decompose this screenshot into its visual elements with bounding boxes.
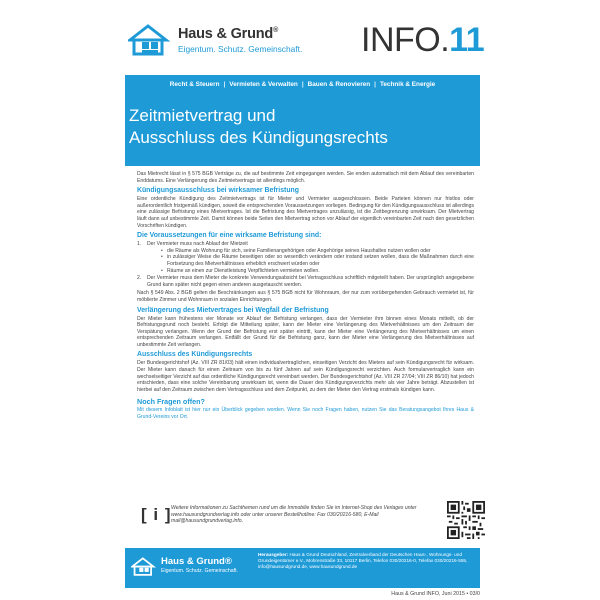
category-separator: | [374,81,376,88]
questions-heading: Noch Fragen offen? [137,397,205,407]
info-sheet [125,13,485,597]
category-vermieten-verwalten: Vermieten & Verwalten [229,81,298,88]
brand-name: Haus & Grund® [178,26,279,42]
info-bracket-icon: [ i ] [141,505,172,524]
section-text-kuendigungsausschluss: Eine ordentliche Kündigung des Zeitmietvertrags ist für Mieter und Vermieter ausgeschlossen. Beide Parteien können nur fristlos oder außerordentlich fristgemäß kündigen, soweit die entsprechenden Voraussetzungen vorliegen. Bedingung für den Kündigungsausschluss ist allerdings eine zulässige Befristung eines Mietvertrages. Ist die Befristung des Mietvertrages unzulässig, ist die Zeitbegrenzung unwirksam. Der Mietvertrag läuft dann auf unbestimmte Zeit. Damit können beide Seiten den Mietvertrag schon vor Ablauf der eigentlich vereinbarten Zeit nach den gesetzlichen Vorschriften kündigen. [137,196,474,229]
bullet-item: • in zulässiger Weise die Räume beseitigen oder so wesentlich verändern oder instand setzen wollen, dass die Maßnahmen durch eine Fortsetzung des Mietverhältnisses erheblich erschwert würden oder [161,254,474,267]
section-heading-voraussetzungen: Die Voraussetzungen für eine wirksame Befristung sind: [137,232,322,240]
document-title-box [125,94,480,166]
category-bauen-renovieren: Bauen & Renovieren [307,81,371,88]
category-bar [125,75,480,94]
house-logo-icon [128,22,172,56]
bullet-item: • Räume an einen zur Dienstleistung Verpflichteten vermieten wollen. [161,268,474,275]
section-heading-kuendigungsausschluss: Kündigungsausschluss bei wirksamer Befristung [137,187,299,195]
section-heading-verlaengerung: Verlängerung des Mietvertrages bei Wegfall der Befristung [137,306,329,314]
qr-code-icon[interactable] [447,501,485,539]
bullet-item: • die Räume als Wohnung für sich, seine Familienangehörigen oder Angehörige seines Haushaltes nutzen wollen oder [161,248,474,255]
footer-tagline: Eigentum. Schutz. Gemeinschaft. [161,568,238,574]
requirement-bullets [147,248,474,274]
requirement-item: 1. Der Vermieter muss nach Ablauf der Mietzeit • die Räume als Wohnung für sich, seine Familienangehörigen oder Angehörige seines Haushaltes nutzen wollen oder • in zulässiger Weise die Räume beseitigen oder so wesentlich verändern oder instand setzen wollen, dass die Maßnahmen durch eine Fortsetzung des Mietverhältnisses erheblich erschwert würden oder • Räume an einen zur Dienstleistung Verpflichteten vermieten wollen. [137,241,474,274]
footer-publisher: Herausgeber: Haus & Grund Deutschland, Zentralverband der Deutschen Haus-, Wohnungs- und Grundeigentümer e.V., Mohrenstraße 33, 10117 Berlin, Telefon 030/20216-0, Telefax 030/20216-555, info@hausundgrund.de, www.hausundgrund.de [258,552,468,570]
document-title-line2: Ausschluss des Kündigungsrechts [129,128,388,147]
section-text-verlaengerung: Der Mieter kann frühestens vier Monate vor Ablauf der Befristung verlangen, dass der Vermieter ihm binnen eines Monats mitteilt, ob der Befristungsgrund noch besteht. Erfolgt die Mitteilung später, kann der Mieter eine Verlängerung des Mietverhältnisses um den Zeitraum der Verspätung verlangen. Wenn der Grund der Befristung erst später eintritt, kann der Mieter eine Verlängerung des Mietverhältnisses um einen entsprechenden Zeitraum verlangen. Entfällt der Grund für die Befristung ganz, kann der Mieter eine Verlängerung des Mietverhältnisses auf unbestimmte Zeit verlangen. [137,315,474,348]
document-title-line1: Zeitmietvertrag und [129,106,276,125]
footer-brand: Haus & Grund® [161,556,232,567]
more-info-text: Weitere Informationen zu Sachthemen rund um die Immobilie finden Sie im Internet-Shop des Verlages unter www.hausundgrundverlag.info oder unter unserer Bestellhotline: Fax 030/20216-580, E-Mail mail@hausundgrundverlag.info. [171,505,417,525]
category-separator: | [301,81,304,88]
questions-text: Mit diesem Infoblatt ist hier nur ein Überblick gegeben worden. Wenn Sie noch Fragen haben, nutzen Sie das Beratungsangebot Ihres Haus & Grund-Vereins vor Ort. [137,407,474,421]
more-info-row [137,501,474,543]
category-technik-energie: Technik & Energie [379,81,436,88]
category-recht-steuern: Recht & Steuern [169,81,220,88]
footer-bar [125,548,480,588]
edition-line: Haus & Grund INFO, Juni 2015 • 03/0 [391,591,480,597]
intro-paragraph: Das Mietrecht lässt in § 575 BGB Verträge zu, die auf bestimmte Zeit eingegangen werden. Sie enden automatisch mit dem Ablauf des vereinbarten Enddatums. Eine Verlängerung des Zeitmietvertrags ist allerdings möglich. [137,171,474,184]
category-separator: | [223,81,226,88]
section-text-549: Nach § 549 Abs. 2 BGB gelten die Beschränkungen aus § 575 BGB nicht für Wohnraum, der nur zum vorübergehenden Gebrauch vermietet ist, für möblierte Zimmer und Wohnraum in sozialen Einrichtungen. [137,290,474,303]
brand-tagline: Eigentum. Schutz. Gemeinschaft. [178,44,303,54]
info-number-title: INFO.11 [361,21,485,59]
footer-logo [131,553,241,583]
requirements-list [137,241,474,288]
haus-und-grund-logo [128,22,303,58]
requirement-item: 2. Der Vermieter muss dem Mieter die konkrete Verwendungsabsicht bei Vertragsschluss schriftlich mitgeteilt haben. Der ursprünglich angegebene Grund kann später nicht gegen einen anderen ausgetauscht werden. [137,275,474,288]
section-heading-ausschluss: Ausschluss des Kündigungsrechts [137,351,253,359]
house-logo-icon [131,555,157,577]
section-text-ausschluss: Der Bundesgerichtshof (Az. VIII ZR 81/03) hält einen individualvertraglichen, einseitigen Verzicht des Mieters auf sein Kündigungsrecht für wirksam. Der Mieter kann danach für einen Zeitraum von bis zu fünf Jahren auf sein Kündigungsrecht verzichten. Auch formularvertraglich kann ein wechselseitiger Verzicht auf das ordentliche Kündigungsrecht vereinbart werden. Der Bundesgerichtshof (Az. VIII ZR 27/04; VIII ZR 86/10) hat jedoch entschieden, dass eine solche Vereinbarung unwirksam ist, wenn die Dauer des Kündigungsverzichts mehr als vier Jahre beträgt. Abzustellen ist hierbei auf den Zeitraum zwischen dem Vertragsschluss und dem Zeitpunkt, zu dem der Mieter den Vertrag erstmals kündigen kann. [137,360,474,393]
document-body [137,171,474,424]
